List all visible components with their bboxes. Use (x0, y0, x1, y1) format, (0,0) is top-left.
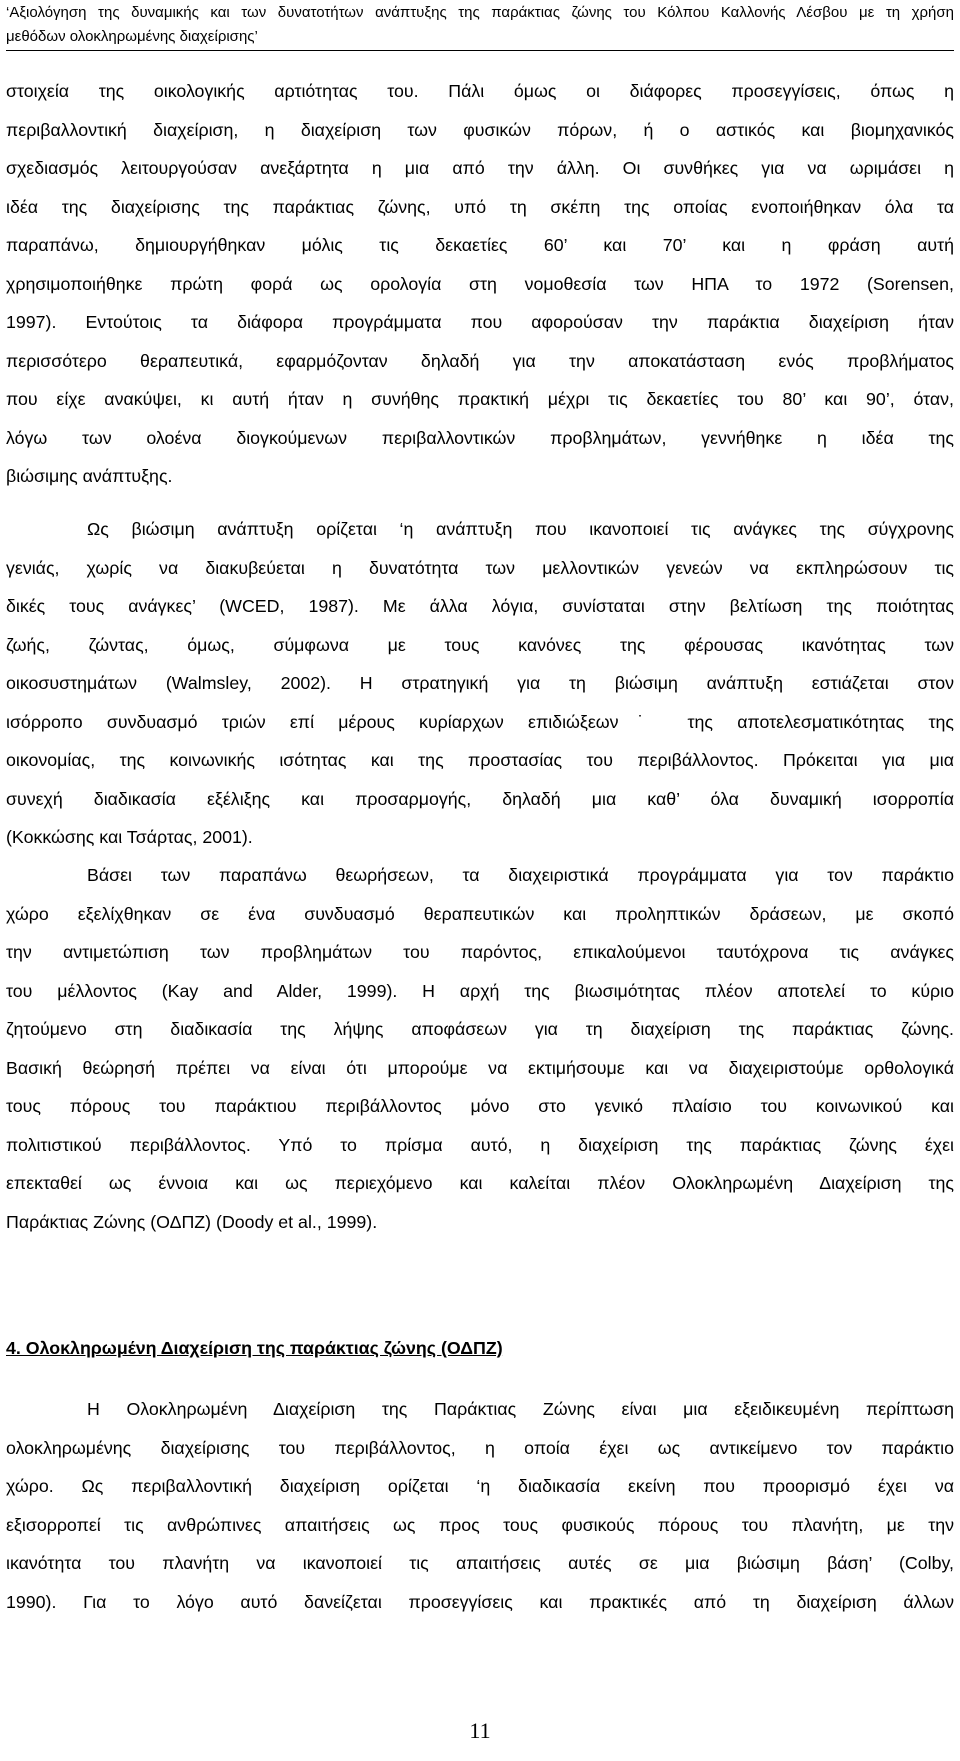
text-line: εξισορροπεί τις ανθρώπινες απαιτήσεις ως προς τους φυσικούς πόρους του πλανήτη, με την (6, 1514, 954, 1535)
text-line: που είχε ανακύψει, κι αυτή ήταν η συνήθης πρακτική μέχρι τις δεκαετίες του 80’ και 90’, όταν, (6, 389, 954, 409)
paragraph-2 (6, 510, 954, 857)
text-line: στοιχεία της οικολογικής αρτιότητας του. Πάλι όμως οι διάφορες προσεγγίσεις, όπως η (6, 81, 954, 101)
text-line: συνεχή διαδικασία εξέλιξης και προσαρμογής, δηλαδή μια καθ’ όλα δυναμική ισορροπία (6, 788, 954, 809)
text-line: οικονομίας, της κοινωνικής ισότητας και της προστασίας του περιβάλλοντος. Πρόκειται για μια (6, 750, 954, 770)
header-divider (6, 50, 954, 51)
running-header (6, 1, 954, 49)
text-line: την αντιμετώπιση των προβλημάτων του παρόντος, επικαλούμενοι ταυτόχρονα τις ανάγκες (6, 942, 954, 962)
text-line: ιδέα της διαχείρισης της παράκτιας ζώνης, υπό τη σκέπη της οποίας ενοποιήθηκαν όλα τα (6, 196, 954, 217)
paragraph-1 (6, 72, 954, 496)
text-line: (Κοκκώσης και Τσάρτας, 2001). (6, 827, 253, 847)
text-line: χρησιμοποιήθηκε πρώτη φορά ως ορολογία στη νομοθεσία των ΗΠΑ το 1972 (Sorensen, (6, 273, 954, 294)
text-line: δικές τους ανάγκες’ (WCED, 1987). Με άλλα λόγια, συνίσταται στην βελτίωση της ποιότητας (6, 596, 954, 616)
text-line: γενιάς, χωρίς να διακυβεύεται η δυνατότητα των μελλοντικών γενεών να εκπληρώσουν τις (6, 557, 954, 578)
text-line: σχεδιασμός λειτουργούσαν ανεξάρτητα η μια από την άλλη. Οι συνθήκες για να ωριμάσει η (6, 158, 954, 178)
text-line: Παράκτιας Ζώνης (ΟΔΠΖ) (Doody et al., 1999). (6, 1211, 378, 1232)
section-heading: 4. Ολοκληρωμένη Διαχείριση της παράκτιας ζώνης (ΟΔΠΖ) (6, 1338, 503, 1358)
text-line: ζωής, ζώντας, όμως, σύμφωνα με τους κανόνες της φέρουσας ικανότητας των (6, 634, 954, 655)
text-line: πολιτιστικού περιβάλλοντος. Υπό το πρίσμα αυτό, η διαχείριση της παράκτιας ζώνης έχει (6, 1134, 954, 1155)
paragraph-3 (6, 856, 954, 1241)
text-line: ολοκληρωμένης διαχείρισης του περιβάλλοντος, η οποία έχει ως αντικείμενο τον παράκτιο (6, 1437, 954, 1458)
text-line: τους πόρους του παράκτιου περιβάλλοντος μόνο στο γενικό πλαίσιο του κοινωνικού και (6, 1096, 954, 1116)
page-number: 11 (469, 1718, 491, 1743)
text-line: 1990). Για το λόγο αυτό δανείζεται προσεγγίσεις και πρακτικές από τη διαχείριση άλλων (6, 1591, 954, 1612)
text-line: ζητούμενο στη διαδικασία της λήψης αποφάσεων για τη διαχείριση της παράκτιας ζώνης. (6, 1019, 954, 1039)
text-line: χώρο εξελίχθηκαν σε ένα συνδυασμό θεραπευτικών και προληπτικών δράσεων, με σκοπό (6, 903, 954, 924)
text-line: χώρο. Ως περιβαλλοντική διαχείριση ορίζεται ‘η διαδικασία εκείνη που προορισμό έχει να (6, 1476, 954, 1496)
text-line: του μέλλοντος (Kay and Alder, 1999). Η αρχή της βιωσιμότητας πλέον αποτελεί το κύριο (6, 980, 954, 1001)
text-line: περισσότερο θεραπευτικά, εφαρμόζονταν δηλαδή για την αποκατάσταση ενός προβλήματος (6, 350, 954, 371)
running-header-line-1: ‘Αξιολόγηση της δυναμικής και των δυνατοτήτων ανάπτυξης της παράκτιας ζώνης του Κόλπου Καλλονής Λέσβου με τη χρήση (6, 4, 954, 21)
text-line: 1997). Εντούτοις τα διάφορα προγράμματα που αφορούσαν την παράκτια διαχείριση ήταν (6, 312, 954, 332)
text-line: Ως βιώσιμη ανάπτυξη ορίζεται ‘η ανάπτυξη που ικανοποιεί τις ανάγκες της σύγχρονης (87, 519, 954, 539)
running-header-line-2: μεθόδων ολοκληρωμένης διαχείρισης’ (6, 28, 258, 45)
text-line: επεκταθεί ως έννοια και ως περιεχόμενο και καλείται πλέον Ολοκληρωμένη Διαχείριση της (6, 1173, 954, 1193)
text-line: παραπάνω, δημιουργήθηκαν μόλις τις δεκαετίες 60’ και 70’ και η φράση αυτή (6, 235, 954, 255)
text-line: Βάσει των παραπάνω θεωρήσεων, τα διαχειριστικά προγράμματα για τον παράκτιο (87, 865, 954, 885)
text-line: ικανότητα του πλανήτη να ικανοποιεί τις απαιτήσεις αυτές σε μια βιώσιμη βάση’ (Colby, (6, 1553, 954, 1573)
text-line: περιβαλλοντική διαχείριση, η διαχείριση των φυσικών πόρων, ή ο αστικός και βιομηχανικός (6, 119, 954, 140)
text-line: οικοσυστημάτων (Walmsley, 2002). Η στρατηγική για τη βιώσιμη ανάπτυξη εστιάζεται στον (6, 673, 954, 693)
text-line: Βασική θεώρησή πρέπει να είναι ότι μπορούμε να εκτιμήσουμε και να διαχειριστούμε ορθολογικά (6, 1057, 954, 1078)
text-line: λόγω των ολοένα διογκούμενων περιβαλλοντικών προβλημάτων, γεννήθηκε η ιδέα της (6, 427, 954, 448)
paragraph-4 (6, 1390, 954, 1621)
text-line: ισόρροπο συνδυασμό τριών επί μέρους κυρίαρχων επιδιώξεων˙ της αποτελεσματικότητας της (6, 711, 954, 732)
text-line: Η Ολοκληρωμένη Διαχείριση της Παράκτιας Ζώνης είναι μια εξειδικευμένη περίπτωση (87, 1399, 954, 1419)
text-line: βιώσιμης ανάπτυξης. (6, 466, 173, 486)
